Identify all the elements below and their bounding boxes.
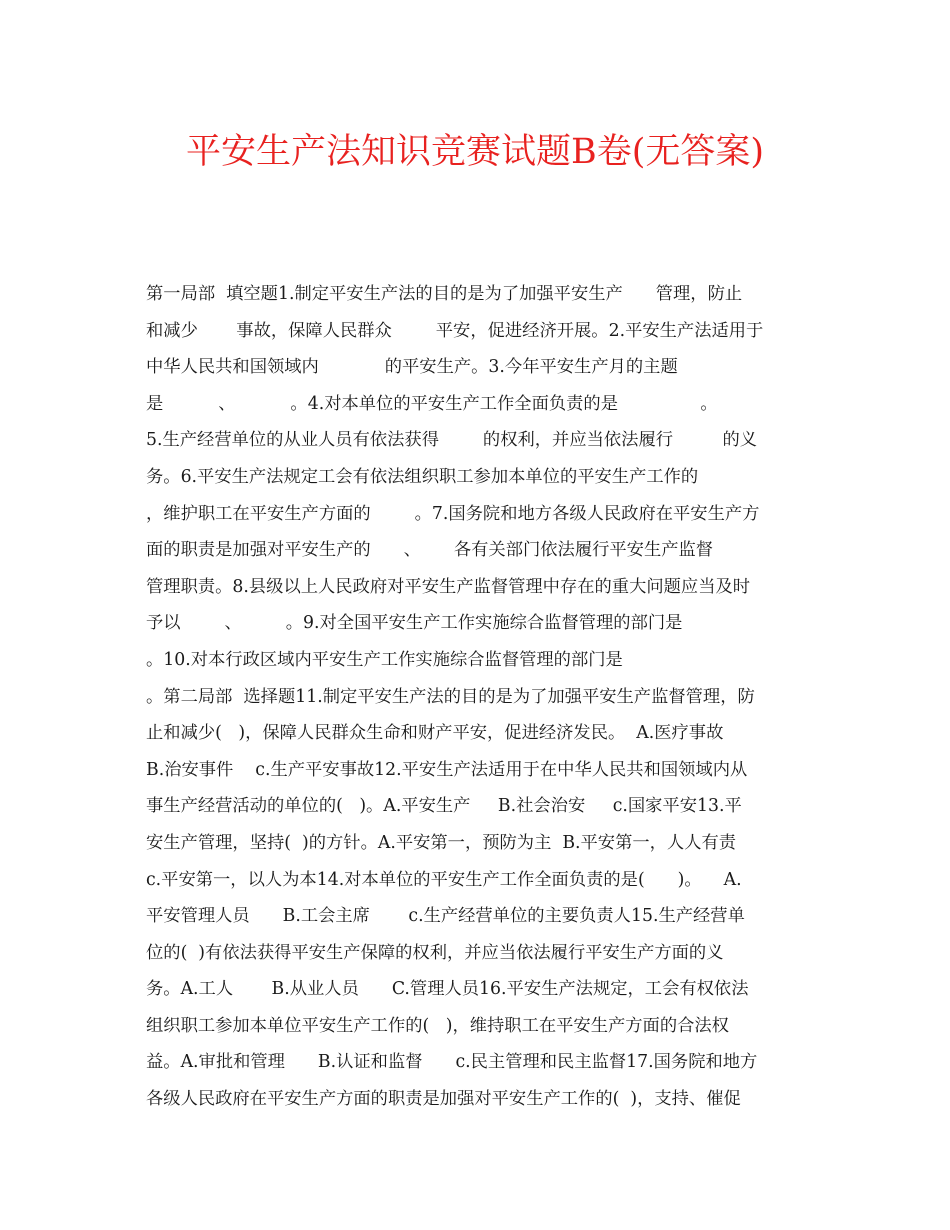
text-line: 务。6.平安生产法规定工会有依法组织职工参加本单位的平安生产工作的 xyxy=(146,466,699,487)
text-line: c.平安第一，以人为本14.对本单位的平安生产工作全面负责的是( )。 A. xyxy=(146,869,742,890)
text-line: B.治安事件 c.生产平安事故12.平安生产法适用于在中华人民共和国领域内从 xyxy=(146,759,748,780)
text-line: 是 、 。4.对本单位的平安生产工作全面负责的是 。 xyxy=(146,393,718,414)
text-line: 5.生产经营单位的从业人员有依法获得 的权利，并应当依法履行 的义 xyxy=(146,430,758,451)
text-line: 组织职工参加本单位平安生产工作的( )，维持职工在平安生产方面的合法权 xyxy=(146,1015,729,1036)
text-line: 安生产管理，坚持( )的方针。A.平安第一，预防为主 B.平安第一，人人有责 xyxy=(146,832,737,853)
document-body xyxy=(146,280,806,1122)
text-line: 务。A.工人 B.从业人员 C.管理人员16.平安生产法规定，工会有权依法 xyxy=(146,979,749,1000)
text-line: 和减少 事故，保障人民群众 平安，促进经济开展。2.平安生产法适用于 xyxy=(146,320,764,341)
text-line: 第一局部 填空题1.制定平安生产法的目的是为了加强平安生产 管理，防止 xyxy=(146,284,743,304)
text-line: 止和减少( )，保障人民群众生命和财产平安，促进经济发民。 A.医疗事故 xyxy=(146,723,724,744)
text-line: 予以 、 。9.对全国平安生产工作实施综合监督管理的部门是 xyxy=(146,613,683,634)
text-line: 面的职责是加强对平安生产的 、 各有关部门依法履行平安生产监督 xyxy=(146,540,714,561)
text-line: 位的( )有依法获得平安生产保障的权利，并应当依法履行平安生产方面的义 xyxy=(146,942,724,963)
document-title: 平安生产法知识竞赛试题B卷(无答案) xyxy=(185,132,765,172)
text-line: 益。A.审批和管理 B.认证和监督 c.民主管理和民主监督17.国务院和地方 xyxy=(146,1052,758,1073)
text-line: 。第二局部 选择题11.制定平安生产法的目的是为了加强平安生产监督管理，防 xyxy=(146,686,755,707)
text-line: 管理职责。8.县级以上人民政府对平安生产监督管理中存在的重大问题应当及时 xyxy=(146,576,751,597)
text-line: 中华人民共和国领域内 的平安生产。3.今年平安生产月的主题 xyxy=(146,357,678,378)
text-line: 事生产经营活动的单位的( )。A.平安生产 B.社会治安 c.国家平安13.平 xyxy=(146,796,742,817)
text-line: ，维护职工在平安生产方面的 。7.国务院和地方各级人民政府在平安生产方 xyxy=(146,503,760,524)
text-line: 各级人民政府在平安生产方面的职责是加强对平安生产工作的( )，支持、催促 xyxy=(146,1089,741,1110)
text-line: 。10.对本行政区域内平安生产工作实施综合监督管理的部门是 xyxy=(146,649,623,670)
text-line: 平安管理人员 B.工会主席 c.生产经营单位的主要负责人15.生产经营单 xyxy=(146,906,745,927)
